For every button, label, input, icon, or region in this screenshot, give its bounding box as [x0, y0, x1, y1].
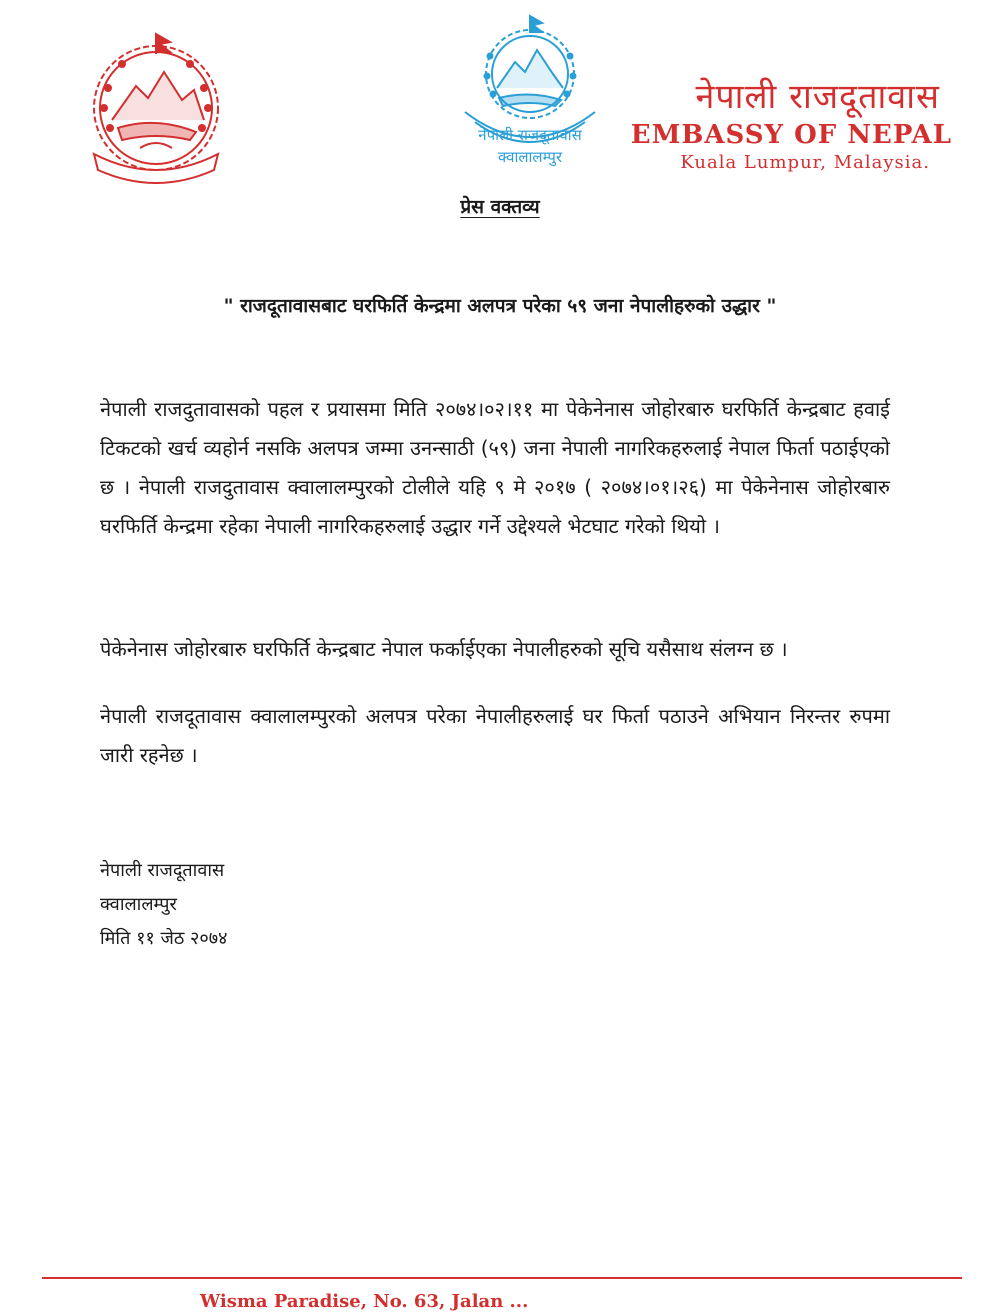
paragraph-2: पेकेनेनास जोहोरबारु घरफिर्ति केन्द्रबाट नेपाल फर्काईएका नेपालीहरुको सूचि यसैसाथ संलग्न छ ।: [100, 637, 788, 661]
seal-center-text-line2: क्वालालम्पुर: [497, 148, 563, 166]
section-title: प्रेस वक्तव्य: [460, 196, 540, 218]
signature-date: मिति ११ जेठ २०७४: [100, 928, 228, 949]
embassy-name-english: EMBASSY OF NEPAL: [630, 120, 952, 150]
nepal-emblem-seal-red: [78, 28, 234, 184]
signature-line-1: नेपाली राजदूतावास: [100, 860, 225, 881]
embassy-name-nepali: नेपाली राजदूतावास: [695, 77, 940, 117]
paragraph-3: नेपाली राजदूतावास क्वालालम्पुरको अलपत्र परेका नेपालीहरुलाई घर फिर्ता पठाउने अभियान निरन्तर रुपमा जारी रहनेछ ।: [100, 704, 890, 767]
footer-divider: [42, 1277, 962, 1279]
seal-center-text-line1: नेपाली राजदूतावास: [478, 126, 582, 144]
press-headline: " राजदूतावासबाट घरफिर्ति केन्द्रमा अलपत्र परेका ५९ जना नेपालीहरुको उद्धार ": [223, 295, 777, 317]
signature-line-2: क्वालालम्पुर: [100, 894, 177, 915]
embassy-seal-blue: [445, 12, 615, 172]
paragraph-1: नेपाली राजदुतावासको पहल र प्रयासमा मिति २०७४।०२।११ मा पेकेनेनास जोहोरबारु घरफिर्ति केन्द्रबाट हवाई टिकटको खर्च व्यहोर्न नसकि अलपत्र जम्मा उनन्साठी (५९) जना नेपाली नागरिकहरुलाई नेपाल फिर्ता पठाईएको छ । नेपाली राजदुतावास क्वालालम्पुरको टोलीले यहि ९ मे २०१७ ( २०७४।०१।२६) मा पेकेनेनास जोहोरबारु घरफिर्ति केन्द्रमा रहेका नेपाली नागरिकहरुलाई उद्धार गर्ने उद्देश्यले भेटघाट गरेको थियो ।: [100, 397, 890, 538]
section-title-wrapper: [0, 193, 1000, 219]
embassy-location: Kuala Lumpur, Malaysia.: [680, 152, 930, 173]
footer-address: Wisma Paradise, No. 63, Jalan ...: [200, 1291, 529, 1312]
